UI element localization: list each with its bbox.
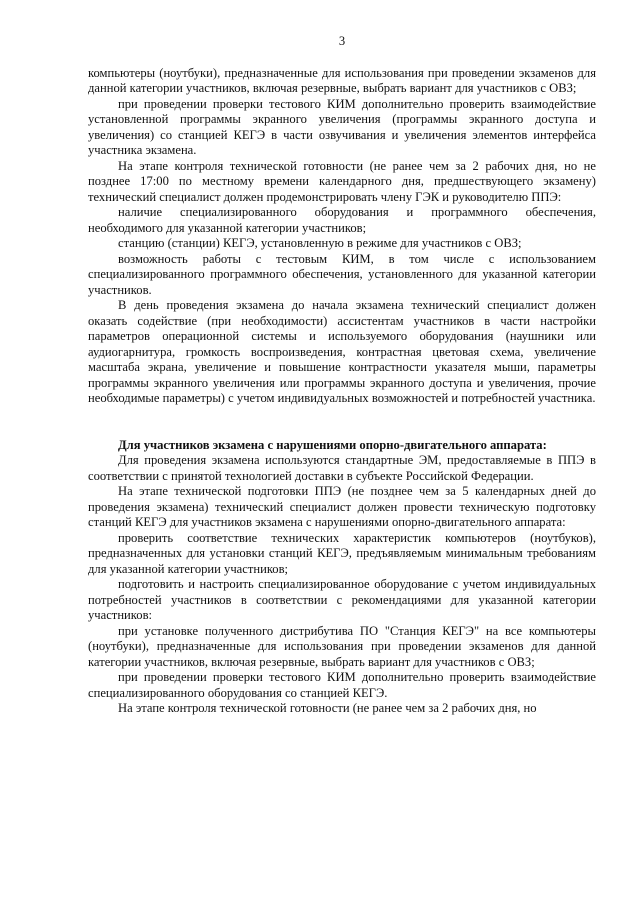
paragraph-1: компьютеры (ноутбуки), предназначенные для использования при проведении экзаменов для данной категории участников, включая резервные, выбрать вариант для участников с ОВЗ;	[88, 65, 596, 95]
paragraph-12: подготовить и настроить специализированное оборудование с учетом индивидуальных потребностей участников в соответствии с рекомендациями для указанной категории участников:	[88, 577, 596, 622]
page-number: 3	[338, 34, 346, 48]
paragraph-5: станцию (станции) КЕГЭ, установленную в режиме для участников с ОВЗ;	[118, 236, 522, 250]
paragraph-13: при установке полученного дистрибутива ПО "Станция КЕГЭ" на все компьютеры (ноутбуки), предназначенные для использования при проведении экзаменов для данной категории участников, включая резервные, выбрать вариант для участников с ОВЗ;	[88, 623, 596, 669]
paragraph-7: В день проведения экзамена до начала экзамена технический специалист должен оказать содействие (при необходимости) ассистентам участников в части настройки параметров операционной системы и используемого оборудования (наушники или аудиогарнитура, громкость воспроизведения, контрастная цветовая схема, увеличение масштаба экрана, увеличение и повышение контрастности указателя мыши, параметры программы экранного увеличения или программы экранного доступа и увеличения, прочие необходимые параметры) с учетом индивидуальных возможностей и потребностей участника.	[88, 298, 596, 405]
section-spacer	[88, 407, 596, 438]
paragraph-9: Для проведения экзамена используются стандартные ЭМ, предоставляемые в ППЭ в соответствии с принятой технологией доставки в субъекте Российской Федерации.	[88, 453, 596, 483]
paragraph-2: при проведении проверки тестового КИМ дополнительно проверить взаимодействие установленной программы экранного увеличения (программы экранного доступа и увеличения) со станцией КЕГЭ в части озвучивания и увеличения элементов интерфейса участника экзамена.	[88, 96, 596, 157]
paragraph-3: На этапе контроля технической готовности (не ранее чем за 2 рабочих дня, но не позднее 17:00 по местному времени календарного дня, предшествующего экзамену) технический специалист должен продемонстрировать члену ГЭК и руководителю ППЭ:	[88, 158, 596, 204]
paragraph-10: На этапе технической подготовки ППЭ (не позднее чем за 5 календарных дней до проведения экзамена) технический специалист должен провести техническую подготовку станций КЕГЭ для участников экзамена с нарушениями опорно-двигательного аппарата:	[88, 484, 596, 529]
section-heading: Для участников экзамена с нарушениями опорно-двигательного аппарата:	[118, 437, 547, 452]
document-page	[88, 34, 596, 717]
paragraph-4: наличие специализированного оборудования и программного обеспечения, необходимого для указанной категории участников;	[88, 205, 596, 235]
paragraph-14: при проведении проверки тестового КИМ дополнительно проверить взаимодействие специализированного оборудования со станцией КЕГЭ.	[88, 670, 596, 700]
paragraph-11: проверить соответствие технических характеристик компьютеров (ноутбуков), предназначенных для установки станций КЕГЭ, предъявляемым минимальным требованиям для указанной категории участников;	[88, 530, 596, 576]
paragraph-15: На этапе контроля технической готовности (не ранее чем за 2 рабочих дня, но	[118, 701, 537, 715]
paragraph-6: возможность работы с тестовым КИМ, в том числе с использованием специализированного программного обеспечения, установленного для указанной категории участников.	[88, 251, 596, 297]
